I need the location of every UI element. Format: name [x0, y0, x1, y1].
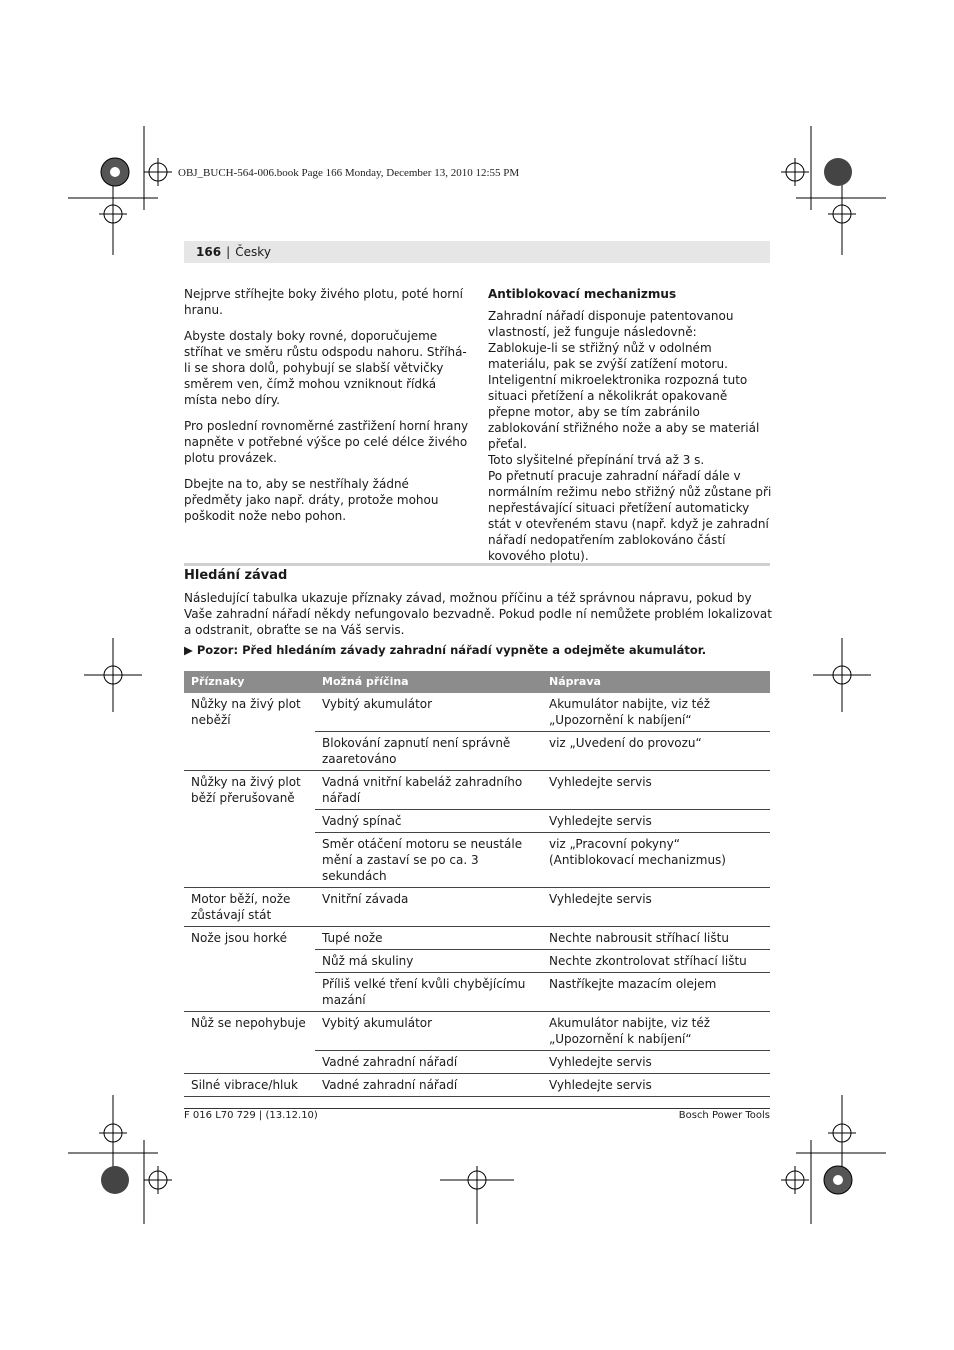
column-header: Možná příčina: [315, 671, 542, 693]
remedy-cell: viz „Pracovní pokyny“ (Antiblokovací mechanizmus): [542, 833, 770, 888]
cause-cell: Vybitý akumulátor: [315, 693, 542, 732]
paragraph: Po přetnutí pracuje zahradní nářadí dále v normálním režimu nebo střižný nůž zůstane při nepřestávající situaci přetížení automaticky stát v otevřeném stavu (např. když je zahradní nářadí nedopatřením zablokováno částí kovového plotu).: [488, 469, 772, 563]
cause-cell: Vybitý akumulátor: [315, 1012, 542, 1051]
remedy-cell: Akumulátor nabijte, viz též „Upozornění k nabíjení“: [542, 693, 770, 732]
paragraph: Pro poslední rovnoměrné zastřižení horní hrany napněte v potřebné výšce po celé délce živého plotu provázek.: [184, 419, 469, 465]
cause-cell: Vadný spínač: [315, 810, 542, 833]
warning-arrow-icon: ▶: [184, 643, 193, 657]
crosshair-target-icon: [84, 158, 871, 1224]
paragraph: Toto slyšitelné přepínání trvá až 3 s.: [488, 453, 705, 467]
remedy-cell: Akumulátor nabijte, viz též „Upozornění k nabíjení“: [542, 1012, 770, 1051]
paragraph: Abyste dostaly boky rovné, doporučujeme stříhat ve směru růstu odspodu nahoru. Stříhá-li se shora dolů, pohybují se slabší větvičky směrem ven, čímž mohou vzniknout řídká místa nebo díry.: [184, 329, 467, 407]
remedy-cell: Vyhledejte servis: [542, 771, 770, 810]
warning-text: Pozor: Před hledáním závady zahradní nářadí vypněte a odejměte akumulátor.: [196, 643, 707, 657]
paragraph: Zablokuje-li se střižný nůž v odolném materiálu, pak se zvýší zatížení motoru. Inteligentní mikroelektronika rozpozná tuto situaci přetížení a několikrát opakovaně přepne motor, aby se tím zabránilo zablokování střižného nože a aby se materiál přeťal.: [488, 341, 760, 451]
cause-cell: Směr otáčení motoru se neustále mění a zastaví se po ca. 3 sekundách: [315, 833, 542, 888]
column-header: Příznaky: [184, 671, 315, 693]
cause-cell: Vadné zahradní nářadí: [315, 1074, 542, 1097]
cause-cell: Blokování zapnutí není správně zaaretováno: [315, 732, 542, 771]
symptom-cell: Nůžky na živý plot běží přerušovaně: [184, 771, 315, 888]
cause-cell: Tupé nože: [315, 927, 542, 950]
header-language: Česky: [235, 245, 271, 259]
remedy-cell: Vyhledejte servis: [542, 1074, 770, 1097]
footer-left: F 016 L70 729 | (13.12.10): [184, 1110, 318, 1121]
section-title: Hledání závad: [184, 568, 288, 583]
footer-right: Bosch Power Tools: [678, 1110, 770, 1121]
symptom-cell: Nůž se nepohybuje: [184, 1012, 315, 1074]
cause-cell: Vadná vnitřní kabeláž zahradního nářadí: [315, 771, 542, 810]
cause-cell: Nůž má skuliny: [315, 950, 542, 973]
symptom-cell: Motor běží, nože zůstávají stát: [184, 888, 315, 927]
antiblock-heading: Antiblokovací mechanizmus: [488, 287, 677, 301]
symptom-cell: Nože jsou horké: [184, 927, 315, 1012]
cause-cell: Vnitřní závada: [315, 888, 542, 927]
remedy-cell: Nechte nabrousit stříhací lištu: [542, 927, 770, 950]
cause-cell: Příliš velké tření kvůli chybějícímu mazání: [315, 973, 542, 1012]
remedy-cell: viz „Uvedení do provozu“: [542, 732, 770, 771]
paragraph: Nejprve stříhejte boky živého plotu, poté horní hranu.: [184, 287, 463, 317]
remedy-cell: Nastříkejte mazacím olejem: [542, 973, 770, 1012]
cause-cell: Vadné zahradní nářadí: [315, 1051, 542, 1074]
remedy-cell: Vyhledejte servis: [542, 888, 770, 927]
paragraph: Dbejte na to, aby se nestříhaly žádné předměty jako např. dráty, protože mohou poškodit nože nebo pohon.: [184, 477, 439, 523]
symptom-cell: Nůžky na živý plot neběží: [184, 693, 315, 771]
remedy-cell: Nechte zkontrolovat stříhací lištu: [542, 950, 770, 973]
remedy-cell: Vyhledejte servis: [542, 1051, 770, 1074]
page-number: 166: [196, 245, 222, 259]
paragraph: Zahradní nářadí disponuje patentovanou vlastností, jež funguje následovně:: [488, 309, 734, 339]
print-info-line: OBJ_BUCH-564-006.book Page 166 Monday, December 13, 2010 12:55 PM: [178, 167, 520, 179]
color-wheel-icon: [101, 158, 852, 1194]
symptom-cell: Silné vibrace/hluk: [184, 1074, 315, 1097]
header-separator: |: [226, 245, 231, 259]
section-intro: Následující tabulka ukazuje příznaky závad, možnou příčinu a též správnou nápravu, pokud by Vaše zahradní nářadí někdy nefungovalo bezvadně. Pokud podle ní nemůžete problém lokalizovat a odstranit, obraťte se na Váš servis.: [184, 591, 772, 637]
column-header: Náprava: [542, 671, 770, 693]
remedy-cell: Vyhledejte servis: [542, 810, 770, 833]
